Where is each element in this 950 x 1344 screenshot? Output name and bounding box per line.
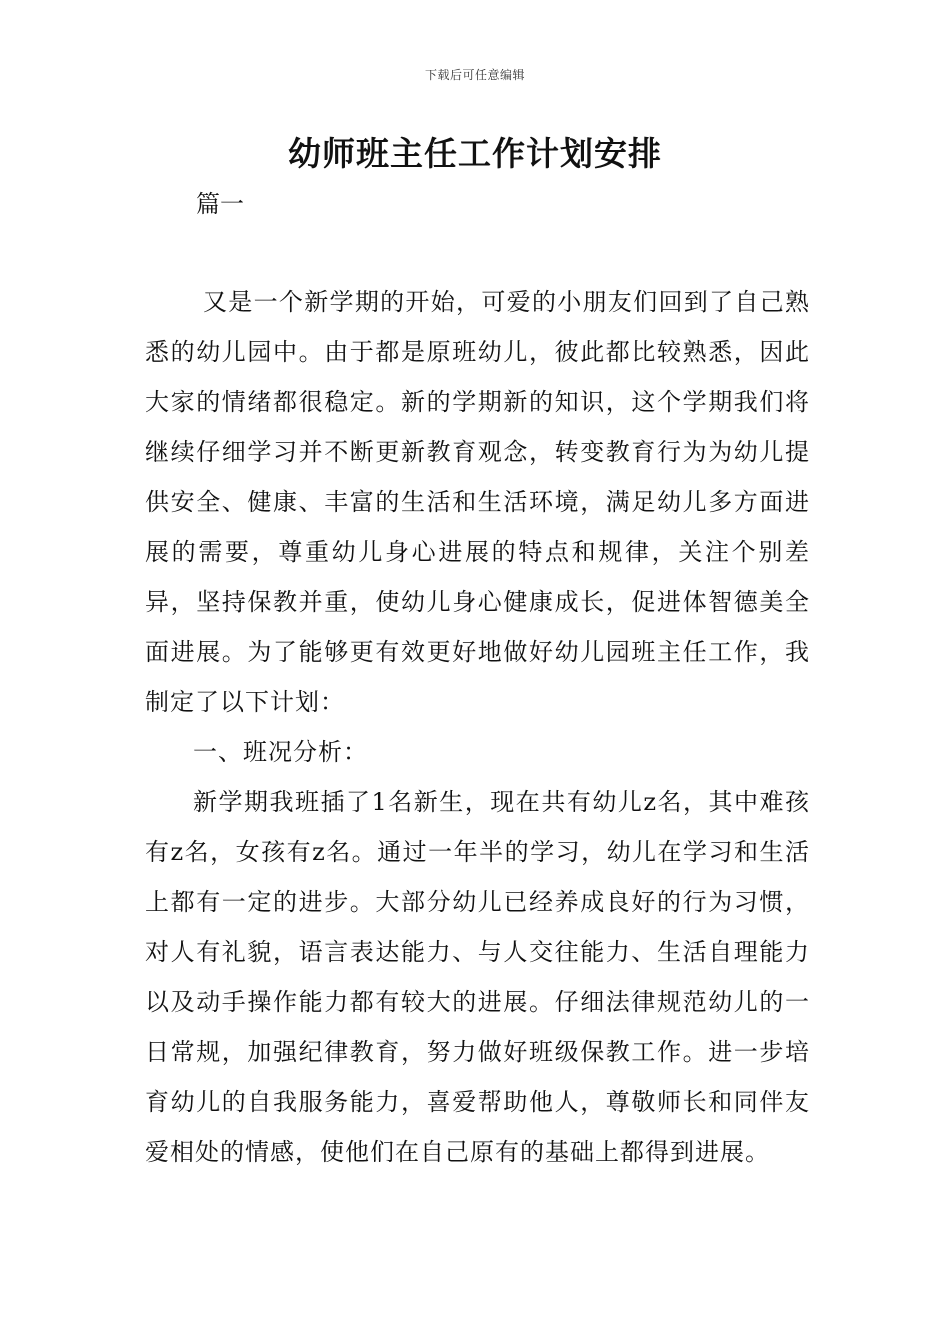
document-title: 幼师班主任工作计划安排 <box>288 134 662 173</box>
intro-paragraph: 又是一个新学期的开始，可爱的小朋友们回到了自己熟悉的幼儿园中。由于都是原班幼儿，彼此都比较熟悉，因此大家的情绪都很稳定。新的学期新的知识，这个学期我们将继续仔细学习并不断更新教育观念，转变教育行为为幼儿提供安全、健康、丰富的生活和生活环境，满足幼儿多方面进展的需要，尊重幼儿身心进展的特点和规律，关注个别差异，坚持保教并重，使幼儿身心健康成长，促进体智德美全面进展。为了能够更有效更好地做好幼儿园班主任工作，我制定了以下计划： <box>145 288 810 716</box>
section-heading-class-analysis: 一、班况分析： <box>193 738 368 766</box>
document-body <box>145 277 810 1177</box>
class-analysis-paragraph: 新学期我班插了1名新生，现在共有幼儿z名，其中难孩有z名，女孩有z名。通过一年半的学习，幼儿在学习和生活上都有一定的进步。大部分幼儿已经养成良好的行为习惯，对人有礼貌，语言表达能力、与人交往能力、生活自理能力以及动手操作能力都有较大的进展。仔细法律规范幼儿的一日常规，加强纪律教育，努力做好班级保教工作。进一步培育幼儿的自我服务能力，喜爱帮助他人，尊敬师长和同伴友爱相处的情感，使他们在自己原有的基础上都得到进展。 <box>145 788 810 1166</box>
section-label: 篇一 <box>196 190 244 218</box>
page-header-note: 下载后可任意编辑 <box>424 68 525 82</box>
